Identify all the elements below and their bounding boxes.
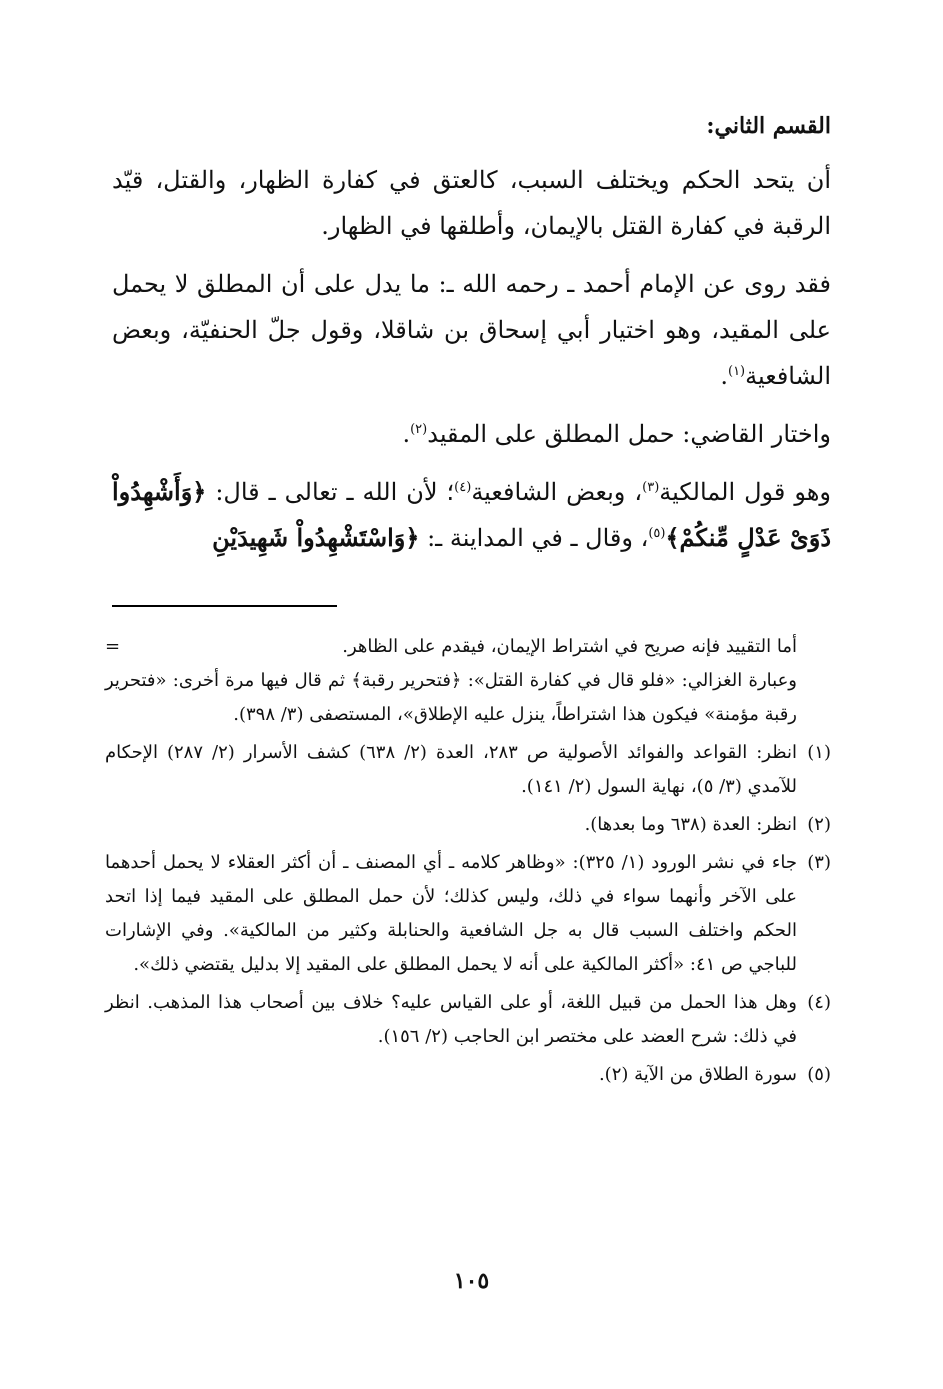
page-number: ١٠٥ [453,1268,490,1294]
footnote-ref-3[interactable]: (٣) [642,480,660,495]
paragraph-3-text: واختار القاضي: حمل المطلق على المقيد [427,420,831,448]
quran-verse-2: ﴿وَاسْتَشْهِدُواْ شَهِيدَيْنِ [212,523,420,552]
footnote-number-blank [797,630,831,732]
continuation-mark: = [105,636,121,657]
footnote-ref-2[interactable]: (٢) [410,422,428,437]
footnote-5 [105,1058,831,1092]
quran-verse-1: ﴿وَأَشْهِدُواْ ذَوَىْ عَدْلٍ مِّنكُمْ﴾ [112,477,831,552]
footnote-4 [105,986,831,1054]
footnote-ref-4[interactable]: (٤) [454,480,472,495]
footnote-number: (٤) [807,992,831,1013]
footnote-number: (١) [807,742,831,763]
footnote-continuation-text [105,630,797,732]
footnote-ref-1[interactable]: (١) [727,364,746,379]
footnote-text: جاء في نشر الورود (١/ ٣٢٥): «وظاهر كلامه ـ أي المصنف ـ أن أكثر العقلاء لا يحمل أحدهما على الآخر وأنهما سواء في ذلك، وليس كذلك؛ لأن حمل المطلق على المقيد فيما إذا اتحد الحكم واختلف السبب قال به جل الشافعية والحنابلة وكثير من المالكية». وفي الإشارات للباجي ص ٤١: «أكثر المالكية على أنه لا يحمل المطلق على المقيد إلا بدليل يقتضي ذلك». [105,852,797,975]
footnote-number: (٢) [807,814,831,835]
main-text [112,105,831,573]
paragraph-1: أن يتحد الحكم ويختلف السبب، كالعتق في كفارة الظهار، والقتل، قيّد الرقبة في كفارة القتل بالإيمان، وأطلقها في الظهار. [112,166,831,240]
paragraph-3: واختار القاضي: حمل المطلق على المقيد$^{(٢)}$. [402,420,831,448]
footnote-number: (٣) [807,852,831,873]
paragraph-4 [112,469,831,561]
footnote-text: وهل هذا الحمل من قبيل اللغة، أو على القياس عليه؟ خلاف بين أصحاب هذا المذهب. انظر في ذلك: شرح العضد على مختصر ابن الحاجب (٢/ ١٥٦). [105,992,797,1047]
footnote-text: انظر: العدة (٦٣٨ وما بعدها). [584,814,797,835]
paragraph-4-part1: وهو قول المالكية [659,478,832,506]
footnote-2 [105,808,831,842]
footnotes [105,630,831,1096]
footnote-divider [112,605,337,607]
footnote-1 [105,736,831,804]
paragraph-4-part4: ، وقال ـ في المداينة ـ: [427,524,649,552]
footnote-text: سورة الطلاق من الآية (٢). [598,1064,797,1085]
footnote-ref-5[interactable]: (٥) [648,526,666,541]
continuation-line-1: أما التقييد فإنه صريح في اشتراط الإيمان، فيقدم على الظاهر. [342,636,797,657]
footnote-continuation [105,630,831,732]
paragraph-4-part2: ، وبعض الشافعية [471,478,643,506]
continuation-line-2: وعبارة الغزالي: «فلو قال في كفارة القتل»: ﴿فتحرير رقبة﴾ ثم قال فيها مرة أخرى: «فتحرير رقبة مؤمنة» فيكون هذا اشتراطاً، ينزل عليه الإطلاق»، المستصفى (٣/ ٣٩٨). [105,670,797,725]
paragraph-2: فقد روى عن الإمام أحمد ـ رحمه الله ـ: ما يدل على أن المطلق لا يحمل على المقيد، وهو اختيار أبي إسحاق بن شاقلا، وقول جلّ الحنفيّة، وبعض الشافعية$^{(١)}$. [112,270,831,390]
paragraph-2-text: فقد روى عن الإمام أحمد ـ رحمه الله ـ: ما يدل على أن المطلق لا يحمل على المقيد، وهو اختيار أبي إسحاق بن شاقلا، وقول جلّ الحنفيّة، وبعض الشافعية [112,270,831,390]
footnote-3 [105,846,831,982]
paragraph-4-part3: ؛ لأن الله ـ تعالى ـ قال: [215,478,455,506]
footnote-number: (٥) [807,1064,831,1085]
footnote-text: انظر: القواعد والفوائد الأصولية ص ٢٨٣، العدة (٢/ ٦٣٨) كشف الأسرار (٢/ ٢٨٧) الإحكام للآمدي (٣/ ٥)، نهاية السول (٢/ ١٤١). [105,742,797,797]
section-heading: القسم الثاني: [706,113,831,139]
